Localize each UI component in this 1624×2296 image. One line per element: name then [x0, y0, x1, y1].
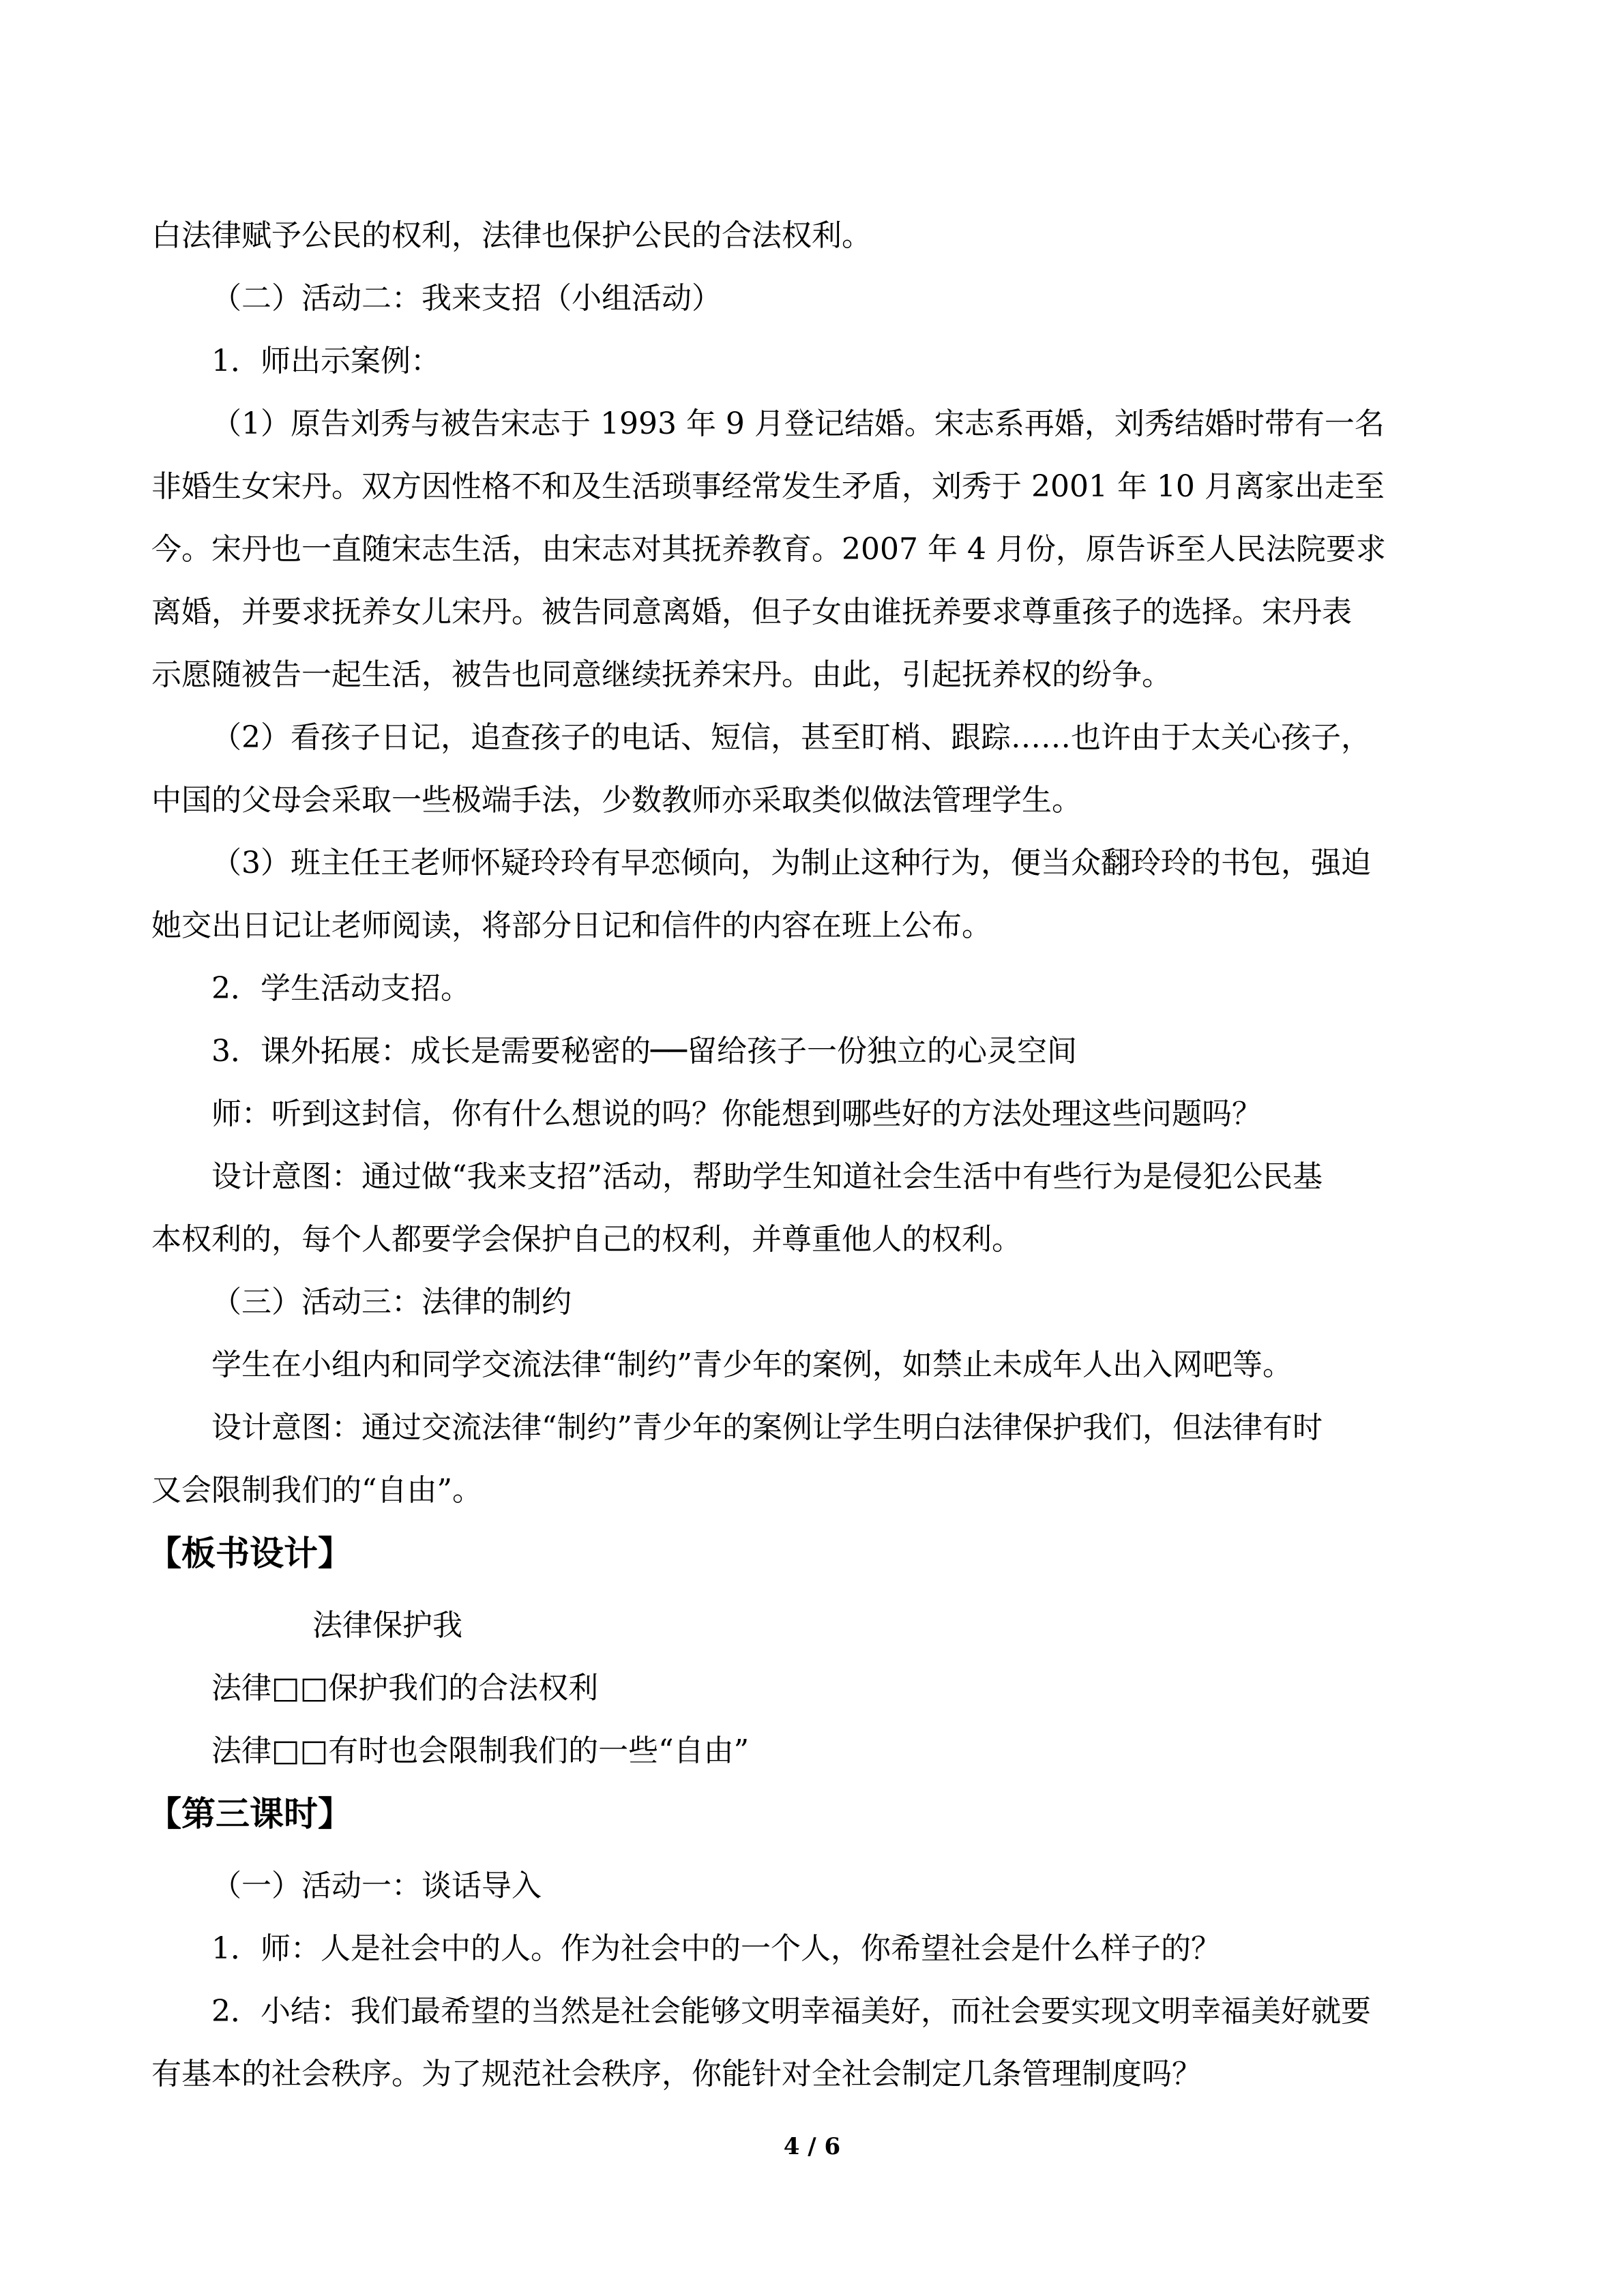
board-line: 法律□□保护我们的合法权利: [211, 1671, 599, 1705]
design-intent-line: 又会限制我们的“自由”。: [151, 1473, 482, 1508]
case-one-line: 离婚，并要求抚养女儿宋丹。被告同意离婚，但子女由谁抚养要求尊重孩子的选择。宋丹表: [151, 595, 1352, 629]
paragraph-line: 1．师出示案例：: [211, 344, 441, 378]
case-three-line: （3）班主任王老师怀疑玲玲有早恋倾向，为制止这种行为，便当众翻玲玲的书包，强迫: [211, 846, 1371, 880]
paragraph-line: 2．学生活动支招。: [211, 971, 471, 1006]
case-three-line: 她交出日记让老师阅读，将部分日记和信件的内容在班上公布。: [151, 908, 992, 943]
paragraph-line: 白法律赋予公民的权利，法律也保护公民的合法权利。: [151, 218, 872, 253]
paragraph-line: 3．课外拓展：成长是需要秘密的──留给孩子一份独立的心灵空间: [211, 1034, 1077, 1069]
case-one-line: 今。宋丹也一直随宋志生活，由宋志对其抚养教育。2007 年 4 月份，原告诉至人民法院要求: [151, 532, 1386, 567]
case-one-line: 示愿随被告一起生活，被告也同意继续抚养宋丹。由此，引起抚养权的纷争。: [151, 657, 1172, 692]
paragraph-line: 1．师：人是社会中的人。作为社会中的一个人，你希望社会是什么样子的？: [211, 1931, 1221, 1966]
board-design-heading: 【板书设计】: [147, 1534, 352, 1573]
case-one-line: 非婚生女宋丹。双方因性格不和及生活琐事经常发生矛盾，刘秀于 2001 年 10 月离家出走至: [151, 469, 1385, 504]
section-title-activity-three: （三）活动三：法律的制约: [211, 1285, 572, 1320]
case-two-line: 中国的父母会采取一些极端手法，少数教师亦采取类似做法管理学生。: [151, 783, 1082, 818]
section-title-activity-two: （二）活动二：我来支招（小组活动）: [211, 281, 722, 316]
spacer: [151, 1585, 1475, 1594]
design-intent-line: 本权利的，每个人都要学会保护自己的权利，并尊重他人的权利。: [151, 1222, 1022, 1257]
paragraph-line: 学生在小组内和同学交流法律“制约”青少年的案例，如禁止未成年人出入网吧等。: [211, 1347, 1293, 1382]
paragraph-line: 2．小结：我们最希望的当然是社会能够文明幸福美好，而社会要实现文明幸福美好就要: [211, 1994, 1371, 2029]
paragraph-line: 有基本的社会秩序。为了规范社会秩序，你能针对全社会制定几条管理制度吗？: [151, 2057, 1202, 2091]
design-intent-line: 设计意图：通过交流法律“制约”青少年的案例让学生明白法律保护我们，但法律有时: [211, 1410, 1323, 1445]
board-title: 法律保护我: [312, 1608, 462, 1643]
page-number: 4 / 6: [783, 2133, 841, 2160]
board-line: 法律□□有时也会限制我们的一些“自由”: [211, 1733, 750, 1768]
third-lesson-heading: 【第三课时】: [147, 1794, 352, 1834]
section-title-activity-one: （一）活动一：谈话导入: [211, 1868, 542, 1903]
case-two-line: （2）看孩子日记，追查孩子的电话、短信，甚至盯梢、跟踪……也许由于太关心孩子，: [211, 720, 1371, 755]
document-body: [147, 205, 1475, 2106]
design-intent-line: 设计意图：通过做“我来支招”活动，帮助学生知道社会生活中有些行为是侵犯公民基: [211, 1159, 1323, 1194]
paragraph-line: 师：听到这封信，你有什么想说的吗？你能想到哪些好的方法处理这些问题吗？: [211, 1097, 1262, 1131]
case-one-line: （1）原告刘秀与被告宋志于 1993 年 9 月登记结婚。宋志系再婚，刘秀结婚时带有一名: [211, 406, 1385, 441]
spacer: [151, 1845, 1475, 1855]
